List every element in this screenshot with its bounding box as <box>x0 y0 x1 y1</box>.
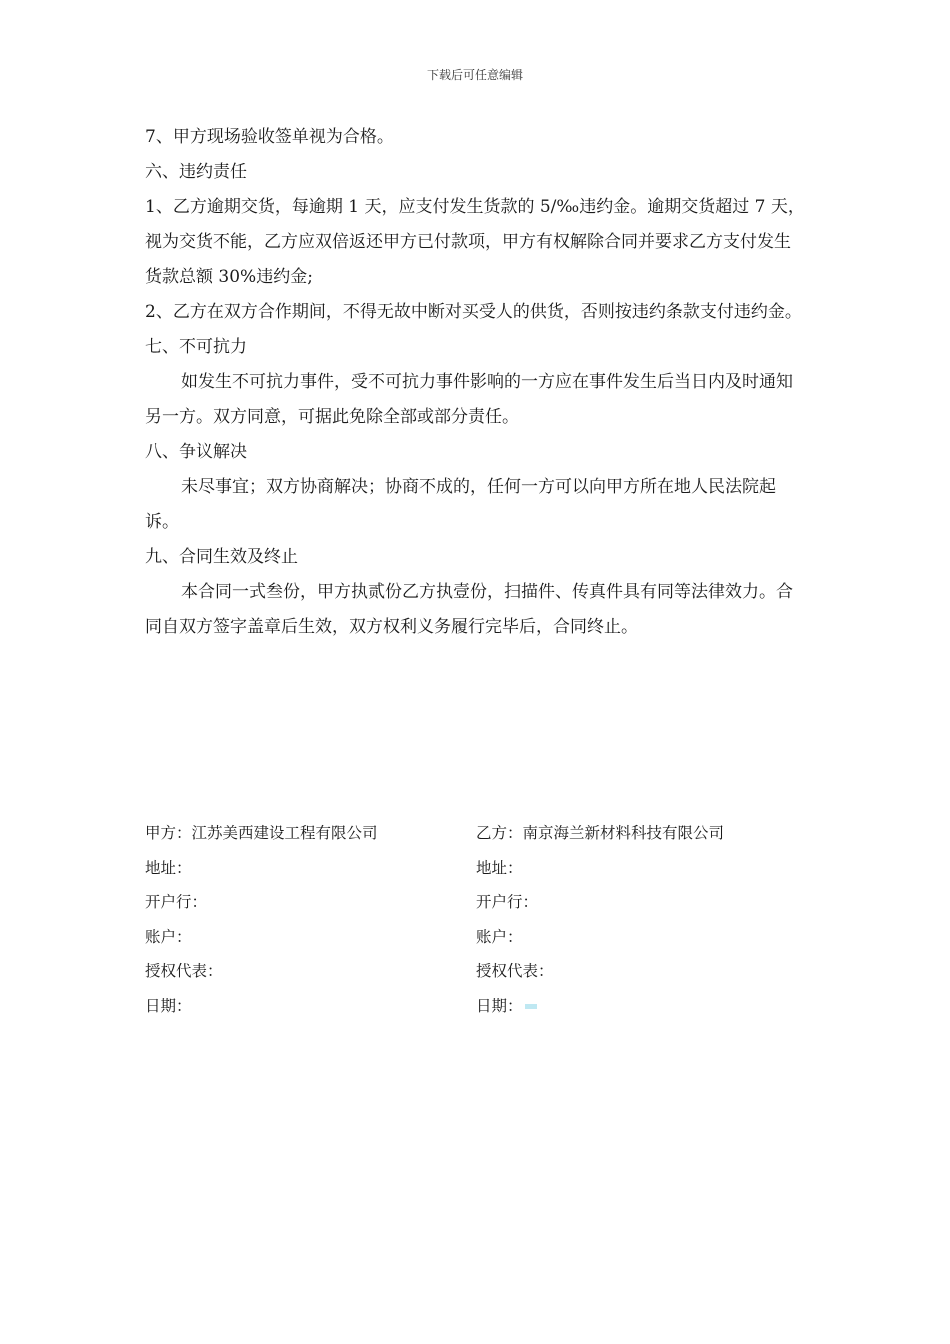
party-a-representative: 授权代表： <box>145 962 223 981</box>
text-cursor-marker <box>525 1004 537 1009</box>
party-b-name: 乙方：南京海兰新材料科技有限公司 <box>476 824 725 843</box>
signature-row-account <box>145 919 807 954</box>
party-b-date: 日期： <box>476 996 523 1015</box>
clause-effectiveness: 本合同一式叁份，甲方执贰份乙方执壹份，扫描件、传真件具有同等法律效力。合同自双方签字盖章后生效，双方权利义务履行完毕后，合同终止。 <box>145 582 793 637</box>
clause-force-majeure: 如发生不可抗力事件，受不可抗力事件影响的一方应在事件发生后当日内及时通知另一方。双方同意，可据此免除全部或部分责任。 <box>145 372 793 427</box>
signature-row-date <box>145 988 807 1023</box>
party-b-bank: 开户行： <box>476 893 539 912</box>
clause-supply-interruption: 2、乙方在双方合作期间，不得无故中断对买受人的供货，否则按违约条款支付违约金。 <box>145 302 802 322</box>
signature-block <box>145 815 807 1022</box>
party-a-address: 地址： <box>145 858 192 877</box>
contract-body <box>145 120 807 645</box>
party-a-bank: 开户行： <box>145 893 208 912</box>
signature-row-name <box>145 815 807 850</box>
signature-row-bank <box>145 884 807 919</box>
clause-dispute: 未尽事宜；双方协商解决；协商不成的，任何一方可以向甲方所在地人民法院起诉。 <box>145 477 776 532</box>
party-b-account: 账户： <box>476 927 523 946</box>
page-header: 下载后可任意编辑 <box>426 68 523 82</box>
party-b-address: 地址： <box>476 858 523 877</box>
clause-acceptance: 7、甲方现场验收签单视为合格。 <box>145 127 394 147</box>
section-heading-breach: 六、违约责任 <box>145 162 247 182</box>
section-heading-force-majeure: 七、不可抗力 <box>145 337 247 357</box>
party-a-name: 甲方：江苏美西建设工程有限公司 <box>145 824 378 843</box>
section-heading-effectiveness: 九、合同生效及终止 <box>145 547 298 567</box>
signature-row-address <box>145 850 807 885</box>
signature-row-representative <box>145 953 807 988</box>
party-b-date-cell <box>476 994 807 1016</box>
clause-late-delivery: 1、乙方逾期交货，每逾期 1 天，应支付发生货款的 5/‰违约金。逾期交货超过 7 天，视为交货不能，乙方应双倍返还甲方已付款项，甲方有权解除合同并要求乙方支付发生货款总额 30%违约金; <box>145 197 805 287</box>
party-a-date: 日期： <box>145 996 192 1015</box>
party-a-account: 账户： <box>145 927 192 946</box>
party-b-representative: 授权代表： <box>476 962 554 981</box>
section-heading-dispute: 八、争议解决 <box>145 442 247 462</box>
